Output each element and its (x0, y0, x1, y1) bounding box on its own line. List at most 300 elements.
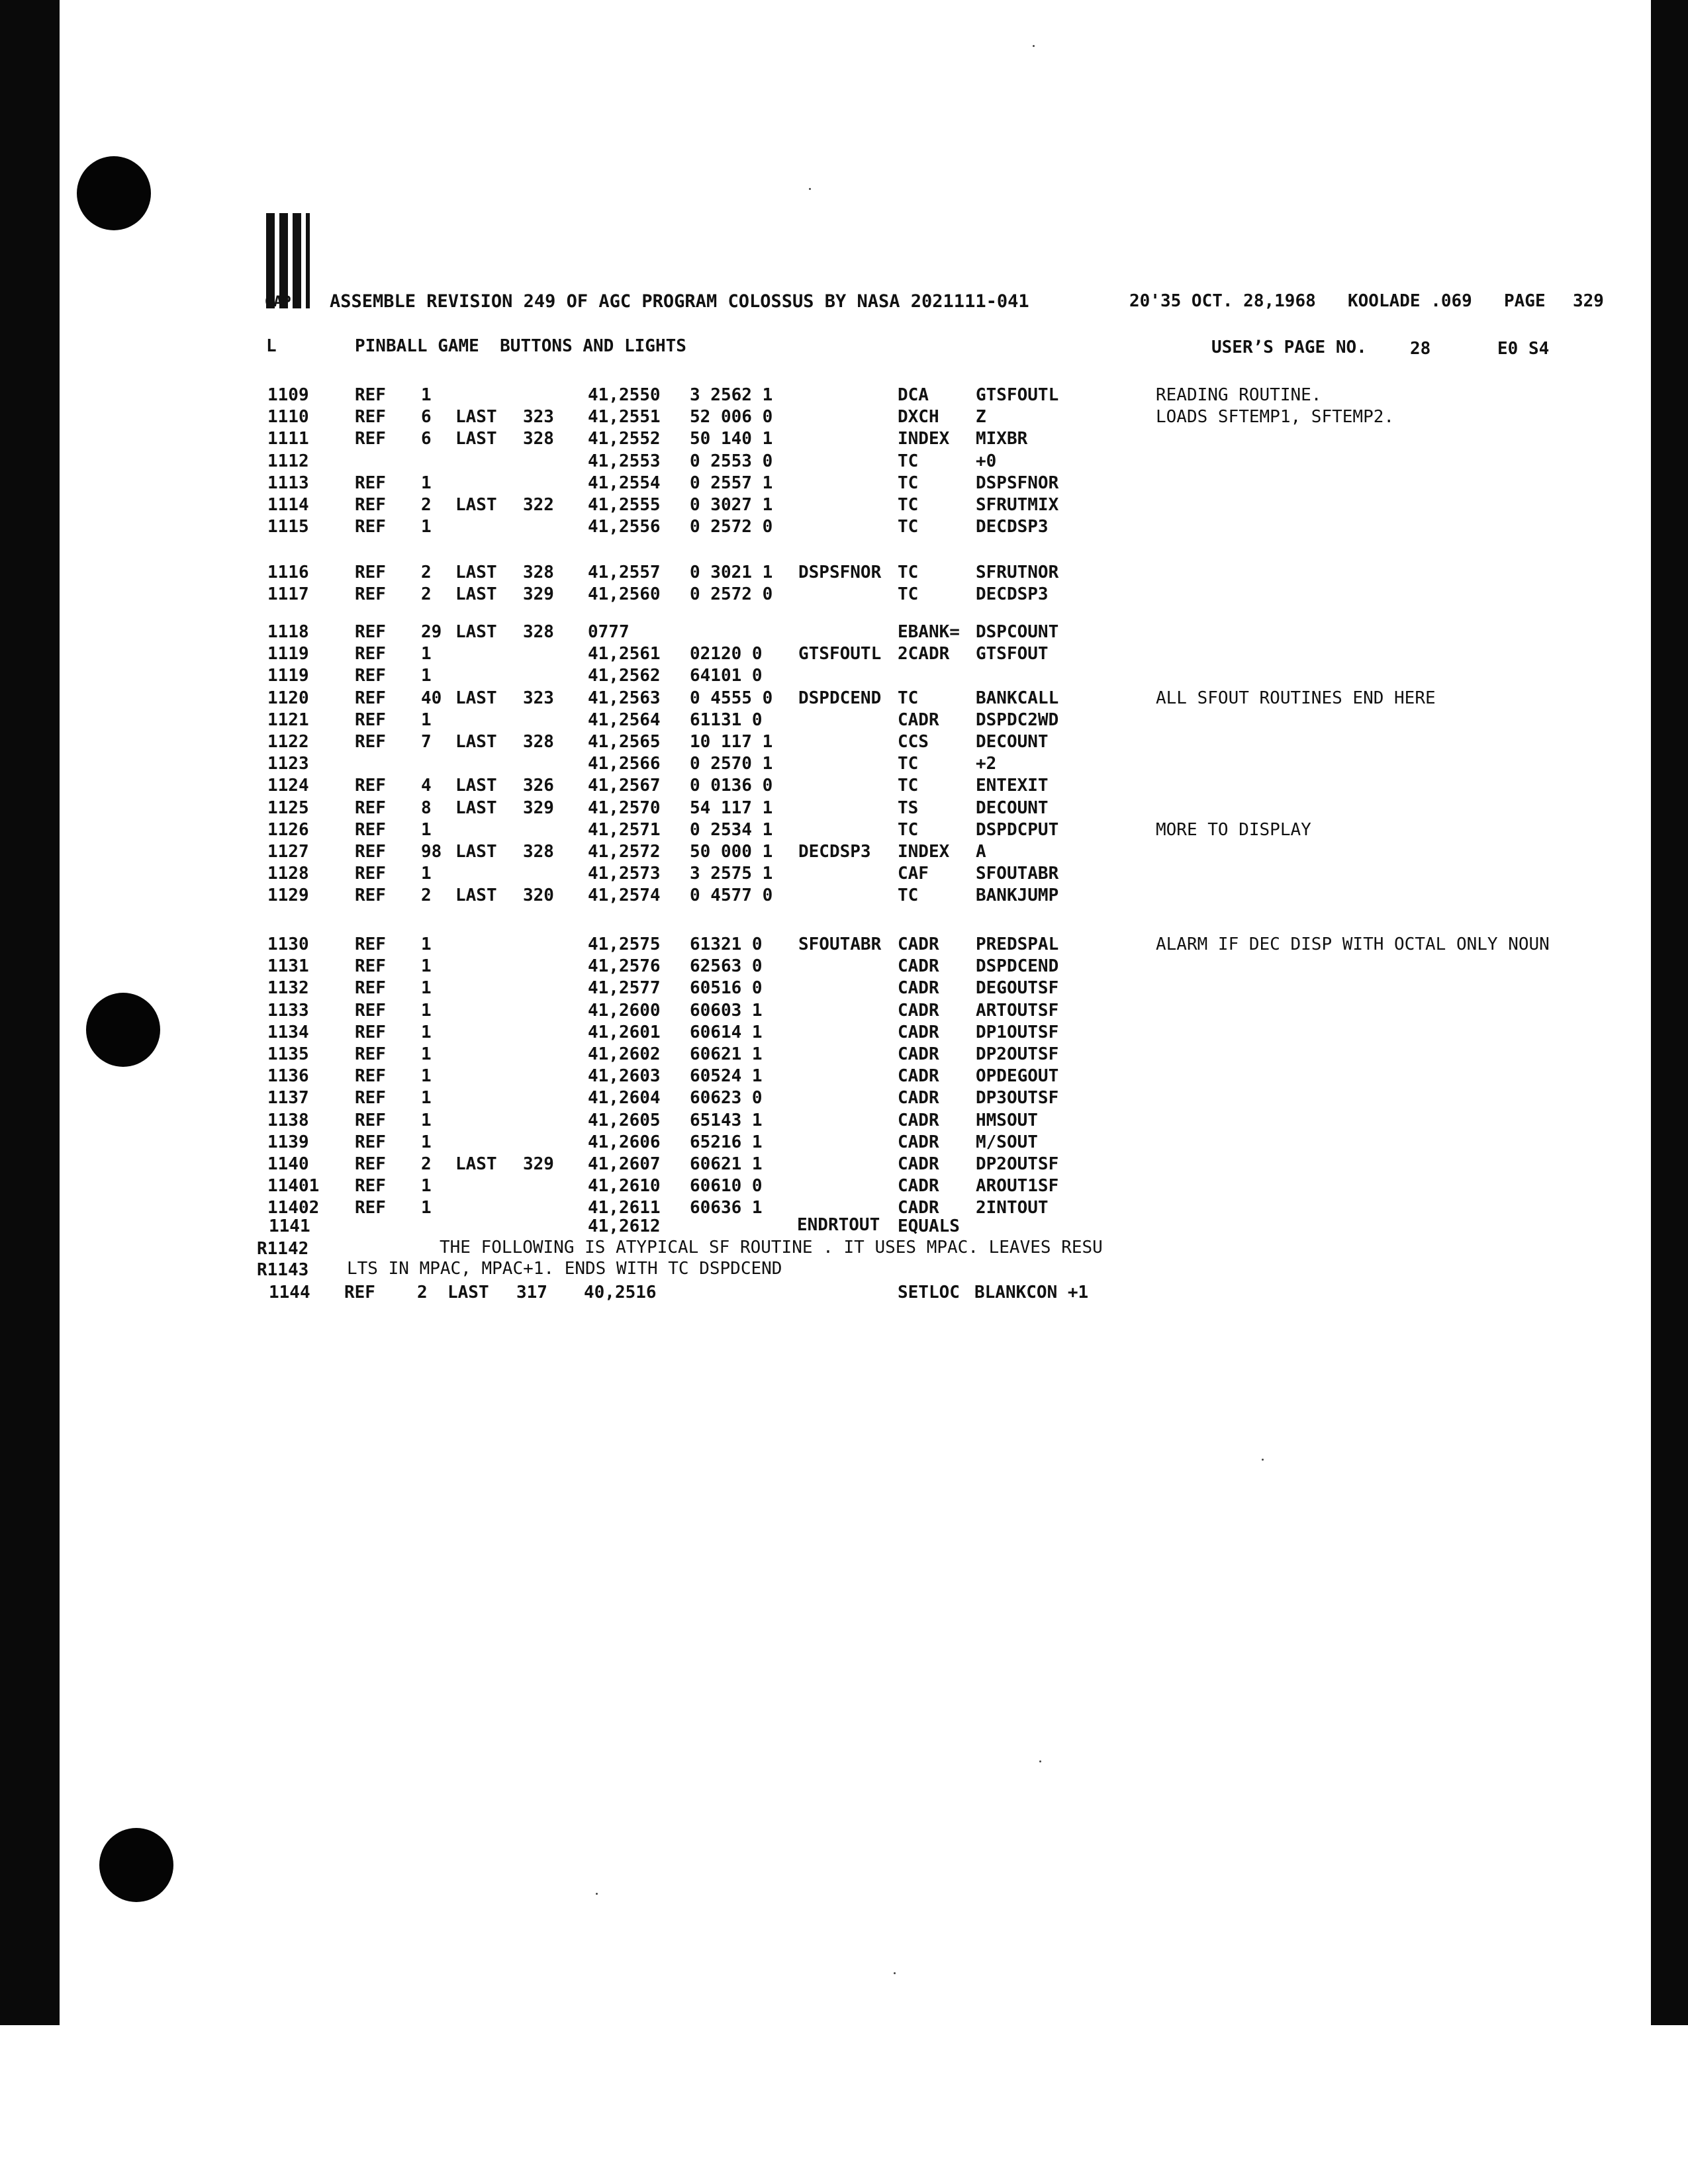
address: 41,2610 (588, 1176, 661, 1197)
scan-speck (596, 1893, 598, 1895)
listing-row (0, 710, 1589, 731)
opcode: TC (898, 776, 919, 796)
listing-row (0, 1198, 1589, 1219)
address: 41,2576 (588, 956, 661, 977)
ref-count: 29 (421, 622, 442, 642)
line-number: 1113 (267, 473, 309, 493)
octal-word: 0 2570 1 (690, 754, 773, 774)
address: 41,2561 (588, 644, 661, 664)
header-title: ASSEMBLE REVISION 249 OF AGC PROGRAM COLOSSUS BY NASA 2021111-041 (330, 291, 1029, 312)
last-page: 323 (523, 407, 554, 428)
ref-count: 2 (421, 1154, 432, 1174)
address: 41,2601 (588, 1022, 661, 1042)
scan-speck (1039, 1760, 1041, 1762)
last-page: 329 (523, 1154, 554, 1174)
opcode: CADR (898, 1198, 939, 1218)
line-number: 1118 (267, 622, 309, 642)
ref-count: 1 (421, 864, 432, 884)
octal-word: 60524 1 (690, 1066, 763, 1087)
ref: REF (355, 1044, 386, 1064)
octal-word: 3 2562 1 (690, 385, 773, 405)
listing-row (0, 820, 1589, 841)
ref-count: 1 (421, 666, 432, 686)
line-number: 1115 (267, 517, 309, 537)
octal-word: 50 000 1 (690, 842, 773, 862)
line-number: 1119 (267, 644, 309, 664)
ref: REF (355, 584, 386, 605)
listing-row (0, 644, 1589, 665)
ref: REF (355, 385, 386, 405)
line-number: 1134 (267, 1022, 309, 1042)
listing-row (0, 1176, 1589, 1197)
listing-row (0, 688, 1589, 709)
operand: DSPDCEND (976, 956, 1059, 977)
operand: PREDSPAL (976, 934, 1059, 954)
listing-row (0, 429, 1589, 450)
last-page: 329 (523, 584, 554, 605)
ref-count: 40 (421, 688, 442, 708)
octal-word: 60516 0 (690, 978, 763, 999)
operand: SFOUTABR (976, 864, 1059, 884)
opcode: CADR (898, 1022, 939, 1042)
address: 41,2564 (588, 709, 661, 730)
ref: REF (355, 473, 386, 493)
line-number: 1109 (267, 385, 309, 405)
line-number: R1143 (257, 1260, 309, 1280)
opcode: TC (898, 517, 919, 537)
line-number: 1111 (267, 429, 309, 449)
line-number: 1131 (267, 956, 309, 977)
ref: REF (355, 666, 386, 686)
users-page-label: USER’S PAGE NO. (1211, 338, 1367, 357)
last-label: LAST (455, 584, 497, 605)
last-page: 317 (516, 1283, 547, 1302)
operand: BANKCALL (976, 688, 1059, 708)
address: 41,2554 (588, 473, 661, 493)
ref-count: 98 (421, 842, 442, 862)
last-label: LAST (447, 1283, 489, 1302)
ref-count: 1 (421, 709, 432, 730)
octal-word: 02120 0 (690, 644, 763, 664)
address: 41,2552 (588, 429, 661, 449)
octal-word: 61321 0 (690, 934, 763, 954)
address: 41,2550 (588, 385, 661, 405)
octal-word: 0 2557 1 (690, 473, 773, 493)
operand: DP3OUTSF (976, 1088, 1059, 1109)
operand: DSPSFNOR (976, 473, 1059, 493)
listing-row (0, 622, 1589, 643)
comment: ALARM IF DEC DISP WITH OCTAL ONLY NOUN (1156, 934, 1550, 954)
last-label: LAST (455, 622, 497, 642)
section-title: PINBALL GAME BUTTONS AND LIGHTS (355, 336, 686, 356)
address: 41,2575 (588, 934, 661, 954)
address: 41,2604 (588, 1088, 661, 1109)
octal-word: 60614 1 (690, 1022, 763, 1042)
octal-word: 65143 1 (690, 1110, 763, 1130)
ref: REF (355, 864, 386, 884)
last-page: 328 (523, 842, 554, 862)
last-page: 326 (523, 776, 554, 796)
listing-row (0, 934, 1589, 956)
address: 41,2562 (588, 666, 661, 686)
address: 0777 (588, 622, 630, 642)
address: 41,2567 (588, 776, 661, 796)
operand: +2 (976, 754, 997, 774)
ref-count: 1 (421, 1066, 432, 1087)
remark-text: THE FOLLOWING IS ATYPICAL SF ROUTINE . IT USES MPAC. LEAVES RESU (440, 1238, 1103, 1257)
operand: DP2OUTSF (976, 1044, 1059, 1064)
last-label: LAST (455, 842, 497, 862)
header-program: KOOLADE .069 (1348, 291, 1472, 311)
address: 41,2607 (588, 1154, 661, 1174)
last-page: 328 (523, 622, 554, 642)
octal-word: 0 2572 0 (690, 584, 773, 605)
listing-row (0, 407, 1589, 428)
opcode: TS (898, 797, 919, 818)
opcode: DXCH (898, 407, 939, 428)
ref: REF (355, 797, 386, 818)
opcode: CADR (898, 1088, 939, 1109)
listing-row (0, 385, 1589, 406)
ref: REF (355, 495, 386, 515)
octal-word: 61131 0 (690, 709, 763, 730)
address: 41,2556 (588, 517, 661, 537)
operand: DECOUNT (976, 797, 1049, 818)
ref: REF (355, 956, 386, 977)
last-page: 320 (523, 886, 554, 906)
listing-row (0, 1044, 1589, 1066)
ref: REF (355, 842, 386, 862)
opcode: TC (898, 584, 919, 605)
comment: ALL SFOUT ROUTINES END HERE (1156, 688, 1436, 708)
line-number: 1141 (269, 1216, 310, 1236)
ref-count: 7 (421, 732, 432, 752)
last-page: 328 (523, 429, 554, 449)
listing-row (0, 842, 1589, 863)
address: 40,2516 (584, 1283, 657, 1302)
last-page: 322 (523, 495, 554, 515)
ref: REF (355, 563, 386, 582)
octal-word: 54 117 1 (690, 797, 773, 818)
ref: REF (355, 517, 386, 537)
line-number: 1139 (267, 1132, 309, 1152)
punch-hole (77, 156, 151, 230)
ref-count: 1 (421, 1176, 432, 1197)
ref-count: 2 (421, 886, 432, 906)
last-label: LAST (455, 495, 497, 515)
label: DSPDCEND (798, 688, 882, 708)
line-number: 1133 (267, 1000, 309, 1021)
scan-speck (1262, 1459, 1264, 1461)
line-number: 1123 (267, 754, 309, 774)
scan-speck (894, 1972, 896, 1974)
line-number: 1130 (267, 934, 309, 954)
users-page-number: 28 (1410, 339, 1431, 359)
scan-border-right (1651, 0, 1688, 2025)
ref: REF (355, 644, 386, 664)
opcode: TC (898, 451, 919, 471)
address: 41,2566 (588, 754, 661, 774)
ref: REF (355, 622, 386, 642)
line-number: 1128 (267, 864, 309, 884)
last-label: LAST (455, 407, 497, 428)
last-label: LAST (455, 776, 497, 796)
last-label: LAST (455, 563, 497, 582)
ref-count: 1 (421, 1088, 432, 1109)
octal-word: 60621 1 (690, 1154, 763, 1174)
section-code: E0 S4 (1497, 339, 1550, 359)
listing-row (0, 1088, 1589, 1109)
ref: REF (355, 934, 386, 954)
ref-count: 2 (421, 563, 432, 582)
ref-count: 1 (421, 934, 432, 954)
address: 41,2612 (588, 1216, 661, 1236)
ref: REF (355, 709, 386, 730)
operand: DP2OUTSF (976, 1154, 1059, 1174)
operand: GTSFOUT (976, 644, 1049, 664)
ref: REF (355, 978, 386, 999)
last-page: 323 (523, 688, 554, 708)
listing-row (0, 732, 1589, 753)
operand: A (976, 842, 986, 862)
address: 41,2606 (588, 1132, 661, 1152)
address: 41,2603 (588, 1066, 661, 1087)
line-number: 1119 (267, 666, 309, 686)
listing-row (0, 886, 1589, 907)
listing-row (0, 1023, 1589, 1044)
operand: ARTOUTSF (976, 1000, 1059, 1021)
opcode: CCS (898, 732, 929, 752)
comment: LOADS SFTEMP1, SFTEMP2. (1156, 407, 1395, 428)
operand: DECDSP3 (976, 517, 1049, 537)
opcode: SETLOC (898, 1283, 960, 1302)
octal-word: 50 140 1 (690, 429, 773, 449)
operand: DECOUNT (976, 732, 1049, 752)
octal-word: 60623 0 (690, 1088, 763, 1109)
ref-count: 6 (421, 429, 432, 449)
operand: HMSOUT (976, 1110, 1038, 1130)
line-number: 1125 (267, 797, 309, 818)
operand: GTSFOUTL (976, 385, 1059, 405)
listing-row (0, 1132, 1589, 1154)
line-number: 1135 (267, 1044, 309, 1064)
operand: 2INTOUT (976, 1198, 1049, 1218)
label: SFOUTABR (798, 934, 882, 954)
ref: REF (355, 886, 386, 906)
address: 41,2557 (588, 563, 661, 582)
octal-word: 0 4555 0 (690, 688, 773, 708)
label: DSPSFNOR (798, 563, 882, 582)
address: 41,2577 (588, 978, 661, 999)
line-number: 1138 (267, 1110, 309, 1130)
ref-count: 1 (421, 1132, 432, 1152)
octal-word: 60610 0 (690, 1176, 763, 1197)
last-label: LAST (455, 429, 497, 449)
listing-row (0, 978, 1589, 999)
operand: ENTEXIT (976, 776, 1049, 796)
line-number: 1116 (267, 563, 309, 582)
ref-count: 1 (421, 1198, 432, 1218)
operand: DEGOUTSF (976, 978, 1059, 999)
scan-speck (809, 188, 811, 190)
opcode: TC (898, 754, 919, 774)
last-label: LAST (455, 1154, 497, 1174)
address: 41,2574 (588, 886, 661, 906)
header-page-label: PAGE (1504, 291, 1546, 311)
ref: REF (355, 1088, 386, 1109)
address: 41,2571 (588, 819, 661, 840)
line-number: 1144 (269, 1283, 310, 1302)
address: 41,2560 (588, 584, 661, 605)
opcode: TC (898, 819, 919, 840)
octal-word: 60603 1 (690, 1000, 763, 1021)
listing-row (0, 1066, 1589, 1087)
line-number: 1124 (267, 776, 309, 796)
opcode: INDEX (898, 429, 950, 449)
listing-row (0, 666, 1589, 687)
opcode: CADR (898, 1044, 939, 1064)
octal-word: 52 006 0 (690, 407, 773, 428)
listing-row (0, 956, 1589, 978)
octal-word: 0 3027 1 (690, 495, 773, 515)
opcode: EQUALS (898, 1216, 960, 1236)
octal-word: 0 2572 0 (690, 517, 773, 537)
remark-text: LTS IN MPAC, MPAC+1. ENDS WITH TC DSPDCEND (347, 1259, 782, 1279)
last-label: LAST (455, 886, 497, 906)
listing-row (0, 584, 1589, 606)
address: 41,2553 (588, 451, 661, 471)
address: 41,2573 (588, 864, 661, 884)
opcode: CADR (898, 1066, 939, 1087)
address: 41,2572 (588, 842, 661, 862)
line-number: 1110 (267, 407, 309, 428)
ref: REF (355, 1132, 386, 1152)
opcode: CADR (898, 978, 939, 999)
ref-count: 1 (421, 819, 432, 840)
address: 41,2563 (588, 688, 661, 708)
listing-row (0, 1154, 1589, 1175)
line-number: 1137 (267, 1088, 309, 1109)
ref: REF (344, 1283, 375, 1302)
ref-count: 1 (421, 1110, 432, 1130)
opcode: CADR (898, 1110, 939, 1130)
operand: DSPDC2WD (976, 709, 1059, 730)
header-left-mark: GAP (265, 294, 291, 310)
operand: OPDEGOUT (976, 1066, 1059, 1087)
listing-row (0, 1111, 1589, 1132)
ref-count: 1 (421, 517, 432, 537)
ref: REF (355, 1110, 386, 1130)
line-number: 1121 (267, 709, 309, 730)
comment: MORE TO DISPLAY (1156, 819, 1311, 840)
last-page: 328 (523, 732, 554, 752)
opcode: CADR (898, 1176, 939, 1197)
listing-row (0, 864, 1589, 885)
ref: REF (355, 776, 386, 796)
address: 41,2551 (588, 407, 661, 428)
last-page: 329 (523, 797, 554, 818)
ref: REF (355, 688, 386, 708)
last-label: LAST (455, 688, 497, 708)
header-page-number: 329 (1573, 291, 1604, 311)
ref-count: 1 (421, 1044, 432, 1064)
opcode: TC (898, 473, 919, 493)
operand: Z (976, 407, 986, 428)
opcode: CADR (898, 956, 939, 977)
octal-word: 0 2534 1 (690, 819, 773, 840)
operand: BANKJUMP (976, 886, 1059, 906)
ref-count: 2 (421, 584, 432, 605)
ref-count: 1 (421, 1022, 432, 1042)
label: ENDRTOUT (797, 1215, 880, 1235)
ref-count: 1 (421, 473, 432, 493)
line-number: 1132 (267, 978, 309, 999)
listing-row (0, 517, 1589, 538)
operand: M/SOUT (976, 1132, 1038, 1152)
ref-count: 1 (421, 956, 432, 977)
opcode: CADR (898, 1000, 939, 1021)
ref-count: 1 (421, 385, 432, 405)
label: GTSFOUTL (798, 644, 882, 664)
last-page: 328 (523, 563, 554, 582)
octal-word: 60621 1 (690, 1044, 763, 1064)
opcode: DCA (898, 385, 929, 405)
line-number: 1127 (267, 842, 309, 862)
ref: REF (355, 1154, 386, 1174)
ref: REF (355, 1000, 386, 1021)
ref-count: 6 (421, 407, 432, 428)
line-number: 1120 (267, 688, 309, 708)
listing-row (0, 754, 1589, 775)
address: 41,2565 (588, 732, 661, 752)
header-timestamp: 20'35 OCT. 28,1968 (1129, 291, 1316, 311)
line-number: R1142 (257, 1239, 309, 1259)
octal-word: 0 0136 0 (690, 776, 773, 796)
opcode: CAF (898, 864, 929, 884)
opcode: TC (898, 563, 919, 582)
address: 41,2605 (588, 1110, 661, 1130)
operand: DSPCOUNT (976, 622, 1059, 642)
line-number: 1112 (267, 451, 309, 471)
opcode: 2CADR (898, 644, 950, 664)
scan-speck (1033, 45, 1035, 47)
listing-row (0, 495, 1589, 516)
listing-row (0, 563, 1589, 584)
line-number: 1126 (267, 819, 309, 840)
ref: REF (355, 1066, 386, 1087)
operand: DP1OUTSF (976, 1022, 1059, 1042)
label: DECDSP3 (798, 842, 871, 862)
operand: SFRUTNOR (976, 563, 1059, 582)
last-label: LAST (455, 732, 497, 752)
line-number: 1140 (267, 1154, 309, 1174)
octal-word: 60636 1 (690, 1198, 763, 1218)
line-number: 1122 (267, 732, 309, 752)
address: 41,2570 (588, 797, 661, 818)
ref-count: 2 (421, 495, 432, 515)
ref-count: 1 (421, 1000, 432, 1021)
address: 41,2602 (588, 1044, 661, 1064)
operand: SFRUTMIX (976, 495, 1059, 515)
line-number: 11401 (267, 1176, 320, 1197)
operand: DECDSP3 (976, 584, 1049, 605)
operand: DSPDCPUT (976, 819, 1059, 840)
line-number: 11402 (267, 1198, 320, 1218)
address: 41,2555 (588, 495, 661, 515)
listing-row (0, 776, 1589, 797)
ref-count: 4 (421, 776, 432, 796)
ref: REF (355, 819, 386, 840)
